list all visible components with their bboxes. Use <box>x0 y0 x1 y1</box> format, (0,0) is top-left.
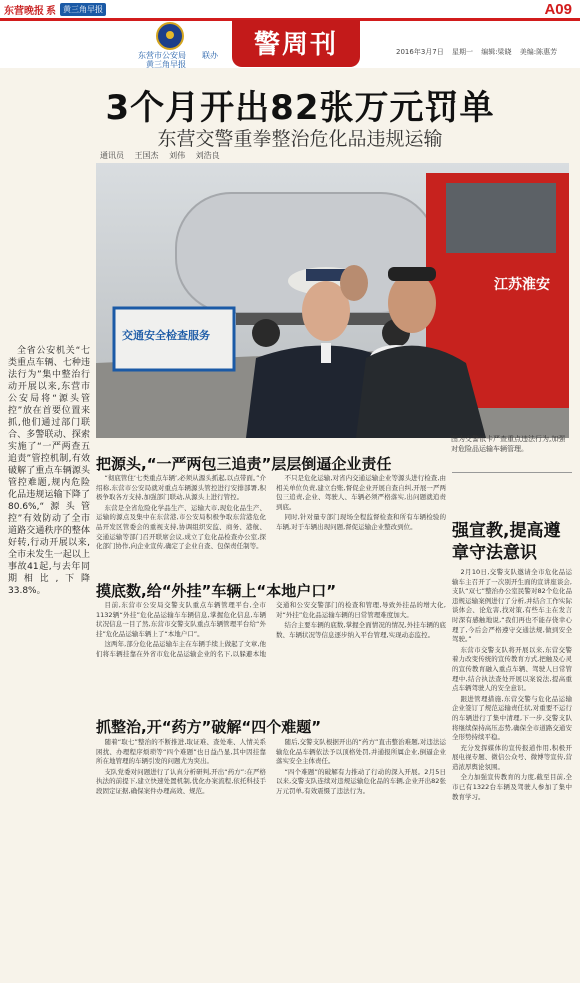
byline-author-3: 刘浩良 <box>195 151 220 160</box>
brand <box>0 0 106 18</box>
section-2-paragraph: 结合主要车辆的底数,掌握全面情况的情况,外挂车辆的底数、车辆状况等信息逐步纳入平台管理,实现动态监控。 <box>276 621 446 639</box>
page-number: A09 <box>544 1 572 18</box>
lead-paragraph-column <box>8 345 90 597</box>
byline <box>100 150 228 161</box>
issue-designer: 美编:陈惠芳 <box>519 48 558 56</box>
section-1-paragraph: 东营是全省危险化学品生产、运输大市,现危化品生产、运输的源点及集中在东营港,市公安局积极争取东营港危化品开发区管委会的重视支持,协调组织安监、商务、港航、交通运输等部门召开联席会议,成立了危化品检查办公室,探化部门协作,向企业宣传,确定了企业自查、包保责任制等。 <box>96 503 266 551</box>
section-3-paragraph: 随着“取七”整治的不断推进,取证难、查处难、人情关系困扰、办理程序烦琐等“四个难题”也日益凸显,其中因挂靠所在地管理的车辆引发的问题尤为突出。 <box>96 738 266 766</box>
brand-chip: 黄三角早报 <box>60 3 106 16</box>
section-4-body <box>452 568 572 974</box>
masthead <box>0 0 580 68</box>
subheadline: 东营交警重拳整治危化品违规运输 <box>157 128 443 150</box>
checkpoint-sign-text: 交通安全检查服务 <box>122 329 210 342</box>
news-photo <box>96 163 569 438</box>
section-1-title: 把源头,“一严两包三追责”层层倒逼企业责任 <box>96 455 392 473</box>
organizer-line-1: 东营市公安局 <box>138 51 186 60</box>
truck-plate-text: 江苏淮安 <box>494 277 550 293</box>
headline: 3个月开出82张万元罚单 <box>105 88 495 128</box>
section-1-paragraph: “彻底管住‘七类重点车辆’,必须从源头抓起,以点带面。”介绍称,东营市公安局就对重点车辆源头管控进行安排部署,积极争取各方支持,加强部门联动,从源头上进行管控。 <box>96 474 266 502</box>
section-2-title: 摸底数,给“外挂”车辆上“本地户口” <box>96 582 337 600</box>
lead-paragraph: 全省公安机关“七类重点车辆、七种违法行为”集中整治行动开展以来,东营市公安局将“源头管控”放在首要位置来抓,他们通过部门联合、多警联动、探索实施了“一严两查五追责”管控机制,有效破解了重点车辆源头管控难题,规内危险化品违规运输下降了80.6%,“源头管控”有效防动了全市道路交通秩序的整体好转,行动开展以来,全市未发生一起以上事故41起,与去年同期相比,下降33.8%。 <box>8 346 90 596</box>
section-1-paragraph: 不只是危化运输,对省内交通运输企业等源头进行检查,由相关单位负责,建立台账,督促企业开展自查自纠,开展一严两包三追责,企业、驾驶人、车辆必须严格落实,出问题就追责到底。 <box>276 474 446 511</box>
police-emblem-icon <box>156 22 184 50</box>
byline-label: 通讯员 <box>100 151 124 160</box>
organizer-joint-label: 联办 <box>202 51 218 60</box>
photo-caption: 图为交警依卡严查重点违法行为,加强对危险品运输车辆管理。 <box>451 435 566 453</box>
section-4-paragraph: 充分发挥媒体的宣传报道作用,积极开展电视专题、微信公众号、微博等宣传,营造浓厚舆论氛围。 <box>452 743 572 771</box>
organizer-line-2: 黄三角早报 <box>146 60 186 69</box>
section-1-body <box>96 474 446 570</box>
section-2-paragraph: 目前,东营市公安局交警支队重点车辆管理平台,全市1132辆“外挂”危化品运输车车辆信息,掌握危化信息,车辆状况信息一目了然,东营市交警支队重点车辆管理平台给“外挂”危化品运输车辆上了“本地户口”。 <box>96 601 266 638</box>
section-4-paragraph: 跟进管理措施,东营交警与危化品运输企业签订了规范运输责任状,对重要不运行的车辆进行了集中清理,下一步,交警支队将继续保持高压态势,确保全市道路交通安全形势持续平稳。 <box>452 694 572 742</box>
brand-name: 东营晚报 <box>4 5 44 17</box>
section-3-paragraph: “四个难题”的破解有力推动了行动的深入开展。2月5日以来,交警支队连续对违规运输危化品的车辆,企业开出82张万元罚单,有效震慑了违法行为。 <box>276 767 446 795</box>
photo-illustration <box>96 163 569 438</box>
section-2-paragraph: 这两年,部分危化品运输车主在车辆手续上做起了文章,他们将车辆挂靠在外省市危化品运输企业的名下,以躲避本地交通和公安交警部门的检查和管理,导致外挂品的增大化,对“外挂”危化品运输车辆的日常管理难度加大。 <box>96 601 446 658</box>
section-4-paragraph: 东营市交警支队将开展以来,东营交警着力改变传统的宣传教育方式,把触及心灵的宣传教育融入重点车辆、驾驶人日常管理中,结合执法查处开展以案说法,提高重点车辆驾驶人的安全意识。 <box>452 645 572 693</box>
section-1-paragraph: 同时,针对量专部门现场全程监督检查和所有车辆检验的车辆,对于车辆出现问题,督促运输企业整改到位。 <box>276 513 446 531</box>
section-4-title: 强宣教,提高遵章守法意识 <box>452 521 561 563</box>
section-3-title: 抓整治,开“药方”破解“四个难题” <box>96 718 322 736</box>
section-2-body <box>96 601 446 699</box>
section-3-paragraph: 随后,交警支队根据开出的“药方”直击整治难题,对违法运输危化品车辆依法予以顶格处罚,并通报所属企业,倒逼企业落实安全主体责任。 <box>276 738 446 766</box>
issue-weekday: 星期一 <box>451 48 473 56</box>
byline-author-2: 刘伟 <box>169 151 186 160</box>
sidebar-divider <box>452 472 572 473</box>
column-title: 警周刊 <box>253 30 338 60</box>
section-3-paragraph: 支队党委对问题进行了认真分析研判,开出“药方”:在严格执法的前提下,建立快速处置机制,优化办案流程,依托科技手段固定证据,确保案件办理高效、规范。 <box>96 767 266 795</box>
section-3-body <box>96 738 446 974</box>
issue-date: 2016年3月7日 <box>396 48 444 56</box>
byline-author-1: 王国杰 <box>134 151 159 160</box>
brand-suffix: 系 <box>46 5 56 17</box>
issue-editor: 编辑:梁晓 <box>481 48 512 56</box>
issue-meta <box>396 47 563 57</box>
masthead-top-bar <box>0 0 580 18</box>
section-4-paragraph: 2月10日,交警支队邀请全市危化品运输车主召开了一次别开生面的宣讲座谈会,支队“双七”整治办公室民警对82个危化品违规运输案例进行了分析,并结合工作实际谈体会、论危害,找对策,有些车主在发言时深有感触地说,“我们再也不能存侥幸心理了,今后会严格遵守交通法规,做到安全驾驶。” <box>452 568 572 644</box>
section-4-paragraph: 全力加强宣传教育的力度,截至目前,全市已有1322台车辆及驾驶人参加了集中教育学习。 <box>452 773 572 801</box>
